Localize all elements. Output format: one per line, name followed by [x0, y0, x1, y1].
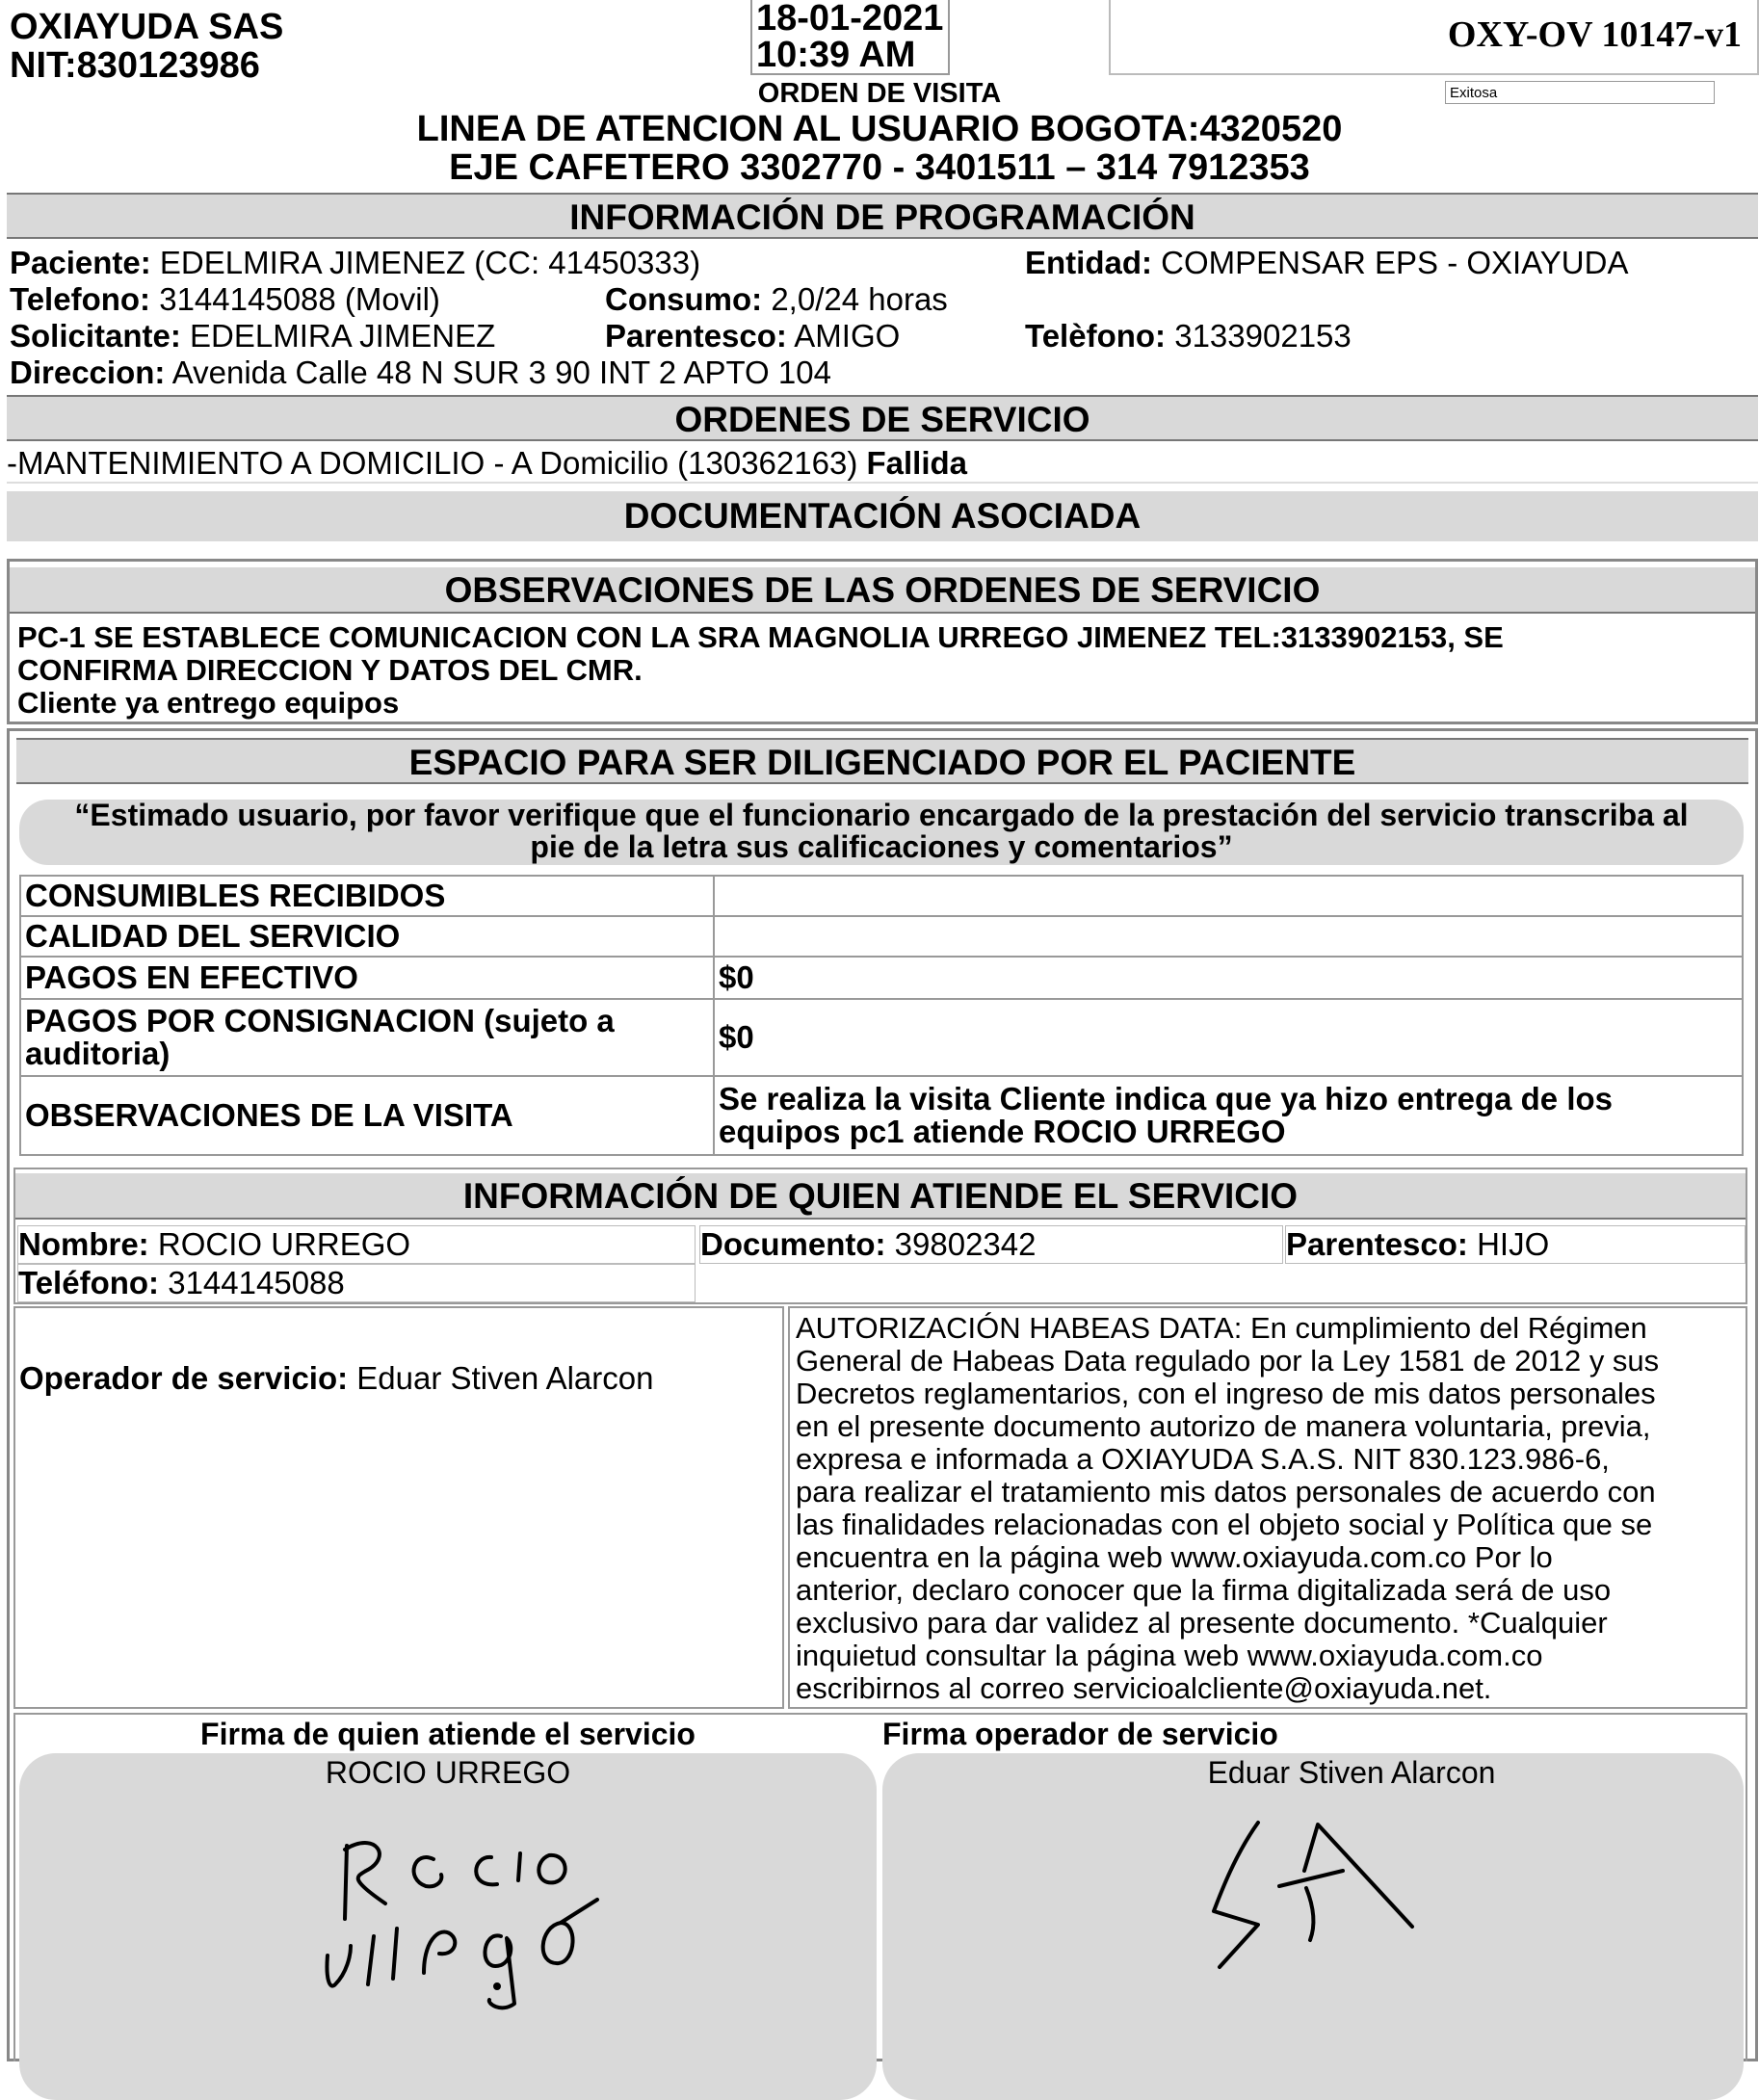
row-value: $0 [714, 957, 1743, 999]
operador-panel [13, 1306, 784, 1709]
row-label: PAGOS POR CONSIGNACION (sujeto a auditoria) [20, 999, 714, 1076]
consumo-value: 2,0/24 horas [771, 281, 948, 317]
table-row [20, 1076, 1743, 1155]
firma-right-title: Firma operador de servicio [882, 1717, 1278, 1751]
signature-box-right [882, 1753, 1744, 2100]
atiende-nombre-value: ROCIO URREGO [157, 1226, 411, 1262]
operador-value: Eduar Stiven Alarcon [356, 1360, 654, 1396]
telefono-row [10, 281, 440, 318]
telefono-value: 3144145088 (Movil) [159, 281, 440, 317]
firma-left-title: Firma de quien atiende el servicio [200, 1717, 696, 1751]
atiende-title: INFORMACIÓN DE QUIEN ATIENDE EL SERVICIO [15, 1173, 1746, 1220]
company-block [10, 8, 283, 85]
direccion-label: Direccion: [10, 354, 166, 390]
paciente-space-title: ESPACIO PARA SER DILIGENCIADO POR EL PACIENTE [16, 738, 1748, 784]
signature-drawing-eduar [1200, 1811, 1451, 1984]
paciente-row [10, 245, 700, 281]
atiende-telefono-label: Teléfono: [18, 1265, 160, 1300]
date-box [750, 0, 950, 75]
solicitante-row [10, 318, 495, 354]
habeas-line: en el presente documento autorizo de manera voluntaria, previa, [796, 1409, 1651, 1443]
signature-drawing-rocio [308, 1811, 636, 2023]
solicitante-value: EDELMIRA JIMENEZ [190, 318, 496, 354]
status-field: Exitosa [1445, 81, 1715, 104]
observaciones-line-3: Cliente ya entrego equipos [17, 686, 400, 720]
time-text: 10:39 AM [756, 35, 916, 75]
atiende-documento [699, 1225, 1283, 1264]
habeas-line: las finalidades relacionadas con el objeto social y Política que se [796, 1508, 1653, 1541]
phone-line-2: EJE CAFETERO 3302770 - 3401511 – 314 7912353 [449, 147, 1310, 188]
atiende-telefono-value: 3144145088 [168, 1265, 345, 1300]
firma-right-name: Eduar Stiven Alarcon [1207, 1755, 1496, 1790]
phone-line-1: LINEA DE ATENCION AL USUARIO BOGOTA:4320520 [416, 109, 1343, 149]
habeas-line: encuentra en la página web www.oxiayuda.com.co Por lo [796, 1540, 1553, 1574]
solicitante-label: Solicitante: [10, 318, 181, 354]
table-row [20, 916, 1743, 957]
documentacion-title: DOCUMENTACIÓN ASOCIADA [7, 491, 1758, 541]
row-value [714, 876, 1743, 916]
observaciones-panel [7, 559, 1758, 724]
atiende-parentesco-label: Parentesco: [1286, 1226, 1468, 1262]
observaciones-text [17, 621, 1504, 720]
ordenes-title: ORDENES DE SERVICIO [7, 395, 1758, 441]
orden-item-text: -MANTENIMIENTO A DOMICILIO - A Domicilio (130362163) [7, 445, 858, 481]
programacion-title: INFORMACIÓN DE PROGRAMACIÓN [7, 193, 1758, 239]
row-label: PAGOS EN EFECTIVO [20, 957, 714, 999]
doc-type: ORDEN DE VISITA [757, 78, 1002, 109]
atiende-nombre-label: Nombre: [18, 1226, 149, 1262]
order-code: OXY-OV 10147-v1 [1109, 0, 1759, 75]
evaluation-table [19, 875, 1744, 1156]
notice-line-1: “Estimado usuario, por favor verifique que el funcionario encargado de la prestación del servicio transcriba al [74, 798, 1689, 832]
direccion-value: Avenida Calle 48 N SUR 3 90 INT 2 APTO 104 [171, 354, 831, 390]
entidad-value: COMPENSAR EPS - OXIAYUDA [1161, 245, 1629, 280]
habeas-line: para realizar el tratamiento mis datos personales de acuerdo con [796, 1475, 1656, 1509]
date-text: 18-01-2021 [756, 0, 944, 39]
table-row [20, 957, 1743, 999]
row-label: CONSUMIBLES RECIBIDOS [20, 876, 714, 916]
entidad-row [1025, 245, 1628, 281]
company-nit: NIT:830123986 [10, 45, 260, 86]
paciente-value: EDELMIRA JIMENEZ (CC: 41450333) [159, 245, 701, 280]
entidad-label: Entidad: [1025, 245, 1152, 280]
table-row [20, 876, 1743, 916]
atiende-documento-label: Documento: [700, 1226, 886, 1262]
parentesco-value: AMIGO [794, 318, 901, 354]
orden-item-status: Fallida [866, 445, 968, 481]
row-value: Se realiza la visita Cliente indica que ya hizo entrega de los equipos pc1 atiende ROCIO URREGO [714, 1076, 1743, 1155]
telefono2-value: 3133902153 [1174, 318, 1352, 354]
parentesco-row [605, 318, 900, 354]
observaciones-title: OBSERVACIONES DE LAS ORDENES DE SERVICIO [10, 567, 1755, 614]
observaciones-line-1: PC-1 SE ESTABLECE COMUNICACION CON LA SRA MAGNOLIA URREGO JIMENEZ TEL:3133902153, SE [17, 620, 1504, 654]
paciente-label: Paciente: [10, 245, 151, 280]
habeas-line: anterior, declaro conocer que la firma digitalizada será de uso [796, 1573, 1612, 1607]
row-value [714, 916, 1743, 957]
table-row [20, 999, 1743, 1076]
telefono2-row [1025, 318, 1352, 354]
orden-item [7, 445, 1758, 484]
row-label: OBSERVACIONES DE LA VISITA [20, 1076, 714, 1155]
atiende-telefono [17, 1264, 696, 1302]
observaciones-line-2: CONFIRMA DIRECCION Y DATOS DEL CMR. [17, 653, 643, 687]
row-label: CALIDAD DEL SERVICIO [20, 916, 714, 957]
row-value: $0 [714, 999, 1743, 1076]
atiende-documento-value: 39802342 [894, 1226, 1037, 1262]
consumo-row [605, 281, 948, 318]
consumo-label: Consumo: [605, 281, 763, 317]
habeas-panel [788, 1306, 1747, 1709]
company-name: OXIAYUDA SAS [10, 7, 284, 47]
atiende-nombre [17, 1225, 696, 1264]
habeas-line: exclusivo para dar validez al presente documento. *Cualquier [796, 1606, 1608, 1640]
habeas-line: Decretos reglamentarios, con el ingreso de mis datos personales [796, 1377, 1656, 1410]
habeas-line: General de Habeas Data regulado por la Ley 1581 de 2012 y sus [796, 1344, 1660, 1378]
paciente-notice [19, 800, 1744, 865]
operador-row [19, 1360, 653, 1397]
atiende-parentesco-value: HIJO [1477, 1226, 1550, 1262]
habeas-line: inquietud consultar la página web www.oxiayuda.com.co [796, 1639, 1543, 1672]
signature-box-left [19, 1753, 877, 2100]
habeas-line: AUTORIZACIÓN HABEAS DATA: En cumplimiento del Régimen [796, 1311, 1647, 1345]
habeas-line: escribirnos al correo servicioalcliente@oxiayuda.net. [796, 1671, 1492, 1705]
notice-line-2: pie de la letra sus calificaciones y comentarios” [530, 829, 1233, 864]
telefono-label: Telefono: [10, 281, 151, 317]
telefono2-label: Telèfono: [1025, 318, 1167, 354]
operador-label: Operador de servicio: [19, 1360, 349, 1396]
habeas-line: expresa e informada a OXIAYUDA S.A.S. NIT 830.123.986-6, [796, 1442, 1610, 1476]
direccion-row [10, 354, 831, 391]
firma-left-name: ROCIO URREGO [325, 1755, 571, 1790]
atiende-parentesco [1285, 1225, 1746, 1264]
parentesco-label: Parentesco: [605, 318, 787, 354]
